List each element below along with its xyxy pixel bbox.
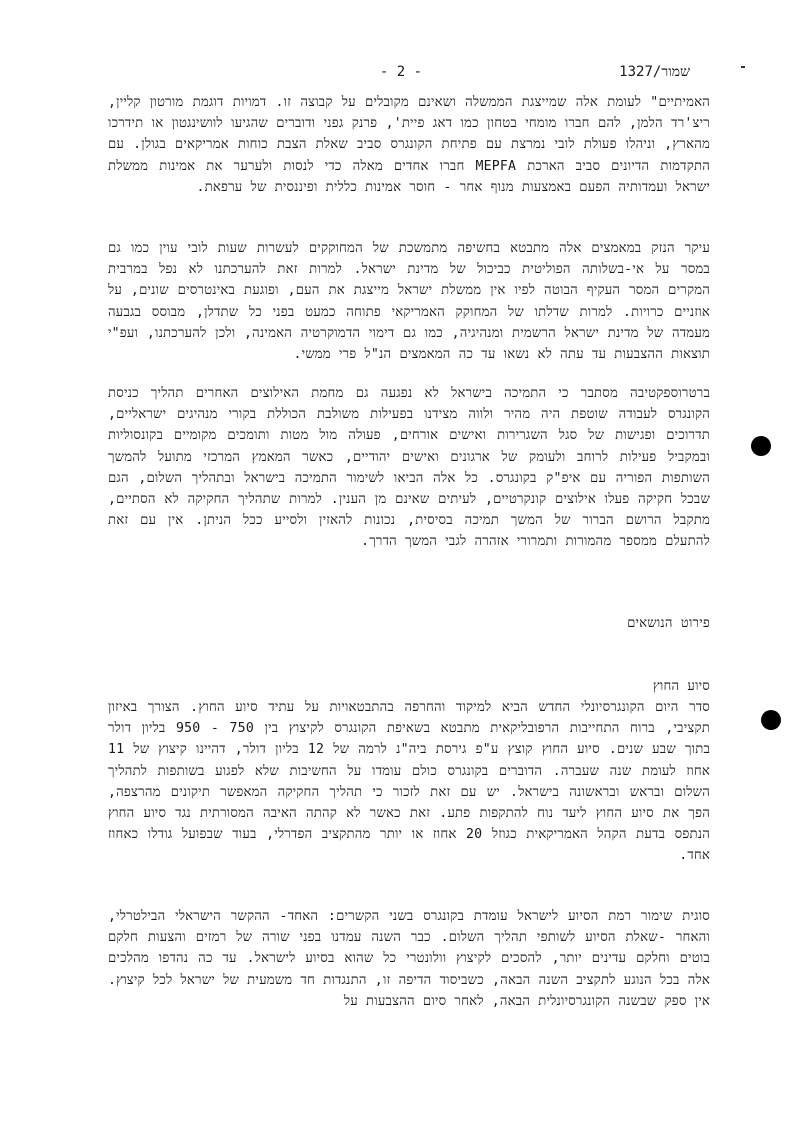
page-header <box>330 64 690 84</box>
document-reference: שמור/1327 <box>619 64 690 80</box>
paragraph-1: האמיתיים" לעומת אלה שמייצגת הממשלה ושאינם מקובלים על קבוצה זו. דמויות דוגמת מורטון קליין, ריצ'רד הלמן, להם חברו מומחי בטחון כמו דאג פיית', פרנק גפני ודוברים שהגיעו לוושינגטון או תידרכו מהארץ, וניהלו פעולת לובי נמרצת עם פתיחת הקונגרס סביב שאלת הצבת כוחות אמריקאים בגולן. עם התקדמות הדיונים סביב הארכת MEPFA חברו אחדים מאלה כדי לנסות ולערער את אמינות ממשלת ישראל ועמדותיה הפעם באמצעות מנוף אחר - חוסר אמינות כללית ופיננסית של ערפאת. <box>108 95 710 195</box>
paragraph-4: סדר היום הקונגרסיונלי החדש הביא למיקוד והחרפה בהתבטאויות על עתיד סיוע החוץ. הצורך באיזון תקציבי, ברוח התחייבות הרפובליקאית מתבטא בשאיפת הקונגרס לקיצוץ בין 750 - 950 בליון דולר בתוך שבע שנים. סיוע החוץ קוצץ ע"פ גירסת ביה"נ לרמה של 12 בליון דולר, דהיינו קיצוץ של 11 אחוז לעומת שנה שעברה. הדוברים בקונגרס כולם עומדו על החשיבות שלא לפגוע בשותפות לתהליך השלום ובראש ובראשונה בישראל. יש עם זאת לזכור כי תהליך החקיקה המאפשר תיקונים מהרצפה, הפך את סיוע החוץ ליעד נוח להתקפות פתע. זאת כאשר לא קהתה האיבה המסורתית נגד סיוע החוץ הנתפס בדעת הקהל האמריקאית כגוזל 20 אחוז או יותר מהתקציב הפדרלי, בעוד שבפועל גודלו כאחוז אחד. <box>108 700 710 864</box>
paragraph-5: סוגית שימור רמת הסיוע לישראל עומדת בקונגרס בשני הקשרים: האחד- ההקשר הישראלי הבילטרלי, והאחר -שאלת הסיוע לשותפי תהליך השלום. כבר השנה עמדנו בפני שורה של רמזים והצעות חלקם בוטים וחלקם עדינים יותר, להסכים לקיצוץ וולונטרי כל שהוא בסיוע לישראל. עד כה נהדפו מהלכים אלה בכל הנוגע לתקציב השנה הבאה, כשביסוד הדיפה זו, התנגדות חד משמעית של ישראל לכל קיצוץ. אין ספק שבשנה הקונגרסיונלית הבאה, לאחר סיום ההצבעות על <box>108 909 710 1009</box>
paragraph-2: עיקר הנזק במאמצים אלה מתבטא בחשיפה מתמשכת של המחוקקים לעשרות שעות לובי עוין כמו גם במסר על אי-בשלותה הפוליטית כביכול של מדינת ישראל. למרות זאת להערכתנו לא נפל במרבית המקרים המסר העקיף הבוטה לפיו אין ממשלת ישראל מייצגת את העם, ופוגעת באינטרסים שונים, על אוזניים כרויות. למרות שדלתו של המחוקק האמריקאי פתוחה כמעט בפני כל שתדלן, מבוסס בגבעה מעמדה של מדינת ישראל הרשמית ומנהיגיה, כמו גם דימוי הדמוקרטיה האמינה, ולכן להערכתנו, ועפ"י תוצאות ההצבעות עד עתה לא נשאו עד כה המאמצים הנ"ל פרי ממשי. <box>108 241 710 363</box>
section-heading-foreign-aid: סיוע החוץ <box>652 679 710 694</box>
paragraph-3: ברטרוספקטיבה מסתבר כי התמיכה בישראל לא נפגעה גם מחמת האילוצים האחרים תהליך כניסת הקונגרס לעבודה שוטפת היה מהיר ולווה מצידנו בפעילות משולבת הכוללת בקורי מנהיגים ישראליים, תדרוכים ופגישות של סגל השגרירות ואישים אורחים, פעולה מול מטות ותומכים מקומיים בקונסוליות ובמקביל פעילות לרוחב ולעומק של ארגונים ואישים יהודיים, כאשר המאמץ המרכזי מתועל להמשך השותפות הפוריה עם איפ"ק בקונגרס. כל אלה הביאו לשימור התמיכה בישראל ובתהליך השלום, הגם שבכל חקיקה פעלו אילוצים קונקרטיים, לעיתים שאינם מן הענין. למרות שתהליך החקיקה לא הסתיים, מתקבל הרושם הברור של המשך תמיכה בסיסית, נכונות להאזין ולסייע ככל הניתן. אין עם זאת להתעלם ממספר מהמורות ותמרורי אזהרה לגבי המשך הדרך. <box>108 386 710 550</box>
section-heading-topics: פירוט הנושאים <box>627 616 710 631</box>
punch-hole <box>761 710 781 730</box>
page-number: - 2 - <box>379 64 422 80</box>
punch-hole <box>751 436 771 456</box>
corner-mark <box>741 66 745 68</box>
